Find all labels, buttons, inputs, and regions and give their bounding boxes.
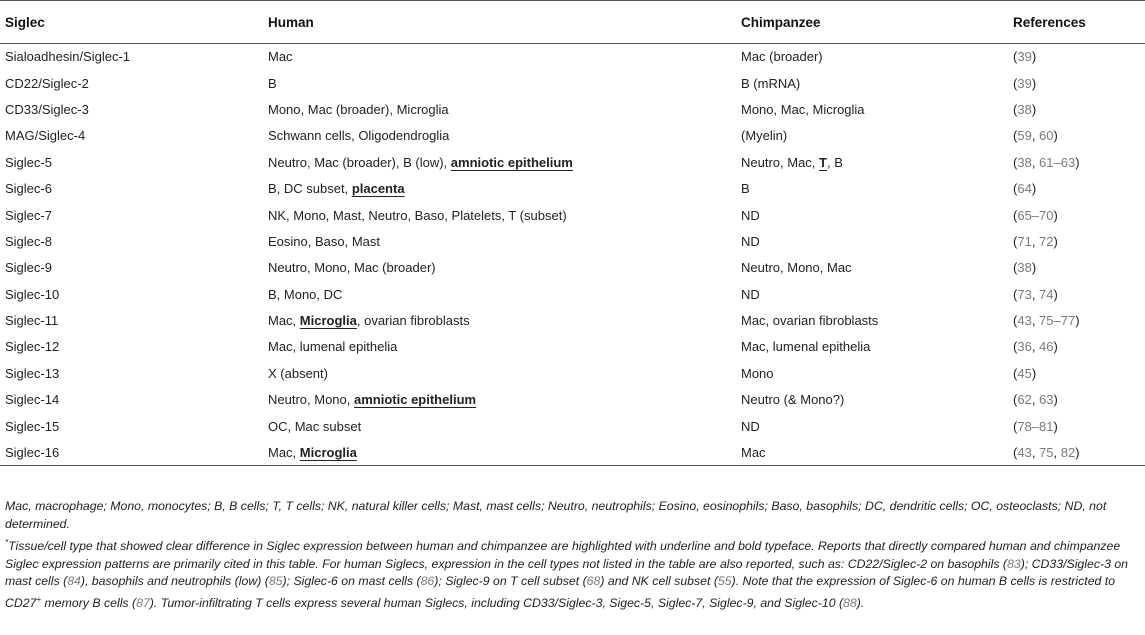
- text-segment: (: [1013, 418, 1018, 434]
- highlighted-difference: placenta: [351, 181, 405, 197]
- text-segment: Mac,: [268, 313, 300, 329]
- text-segment: ,: [1031, 128, 1040, 144]
- reference-link[interactable]: 43: [1017, 313, 1032, 329]
- text-segment: ): [1031, 181, 1037, 197]
- text-segment: Neutro (& Mono?): [741, 392, 845, 408]
- reference-link[interactable]: 63: [1039, 392, 1054, 408]
- table-body: [0, 44, 1145, 466]
- reference-link[interactable]: 39: [1017, 75, 1032, 91]
- cell-chimpanzee: [736, 334, 1008, 360]
- cell-chimpanzee: [736, 413, 1008, 439]
- header-chimpanzee: Chimpanzee: [736, 1, 1008, 44]
- text-segment: ): [1053, 286, 1058, 302]
- cell-references: [1008, 44, 1145, 70]
- reference-link[interactable]: 75–77: [1039, 313, 1076, 329]
- text-segment: memory B cells (: [41, 596, 137, 611]
- table-row: [0, 360, 1145, 386]
- cell-references: [1008, 255, 1145, 281]
- text-segment: B, DC subset,: [268, 181, 352, 197]
- text-segment: Mac (broader): [741, 49, 823, 65]
- highlighted-difference: amniotic epithelium: [354, 392, 477, 408]
- header-siglec: Siglec: [0, 1, 263, 44]
- cell-human: [263, 123, 736, 149]
- reference-link[interactable]: 86: [420, 574, 435, 589]
- reference-link[interactable]: 73: [1017, 286, 1032, 302]
- cell-references: [1008, 123, 1145, 149]
- reference-link[interactable]: 43: [1017, 444, 1032, 460]
- text-segment: (: [1013, 75, 1018, 91]
- text-segment: ): [1075, 154, 1080, 170]
- table-row: [0, 202, 1145, 228]
- cell-siglec: CD33/Siglec-3: [5, 101, 89, 117]
- text-segment: Mono: [741, 365, 774, 381]
- reference-link[interactable]: 38: [1017, 101, 1032, 117]
- table-row: [0, 413, 1145, 439]
- reference-link[interactable]: 88: [843, 596, 857, 611]
- cell-siglec: Siglec-11: [5, 313, 59, 329]
- cell-siglec: Siglec-15: [5, 418, 60, 434]
- cell-siglec: Siglec-16: [0, 439, 263, 465]
- reference-link[interactable]: 68: [586, 574, 601, 589]
- cell-siglec: Siglec-7: [5, 207, 52, 223]
- text-segment: OC, Mac subset: [268, 418, 362, 434]
- cell-human: [263, 255, 736, 281]
- reference-link[interactable]: 55: [717, 574, 732, 589]
- cell-references: [1008, 228, 1145, 254]
- reference-link[interactable]: 72: [1039, 233, 1054, 249]
- cell-references: [1008, 70, 1145, 96]
- text-segment: ): [1031, 75, 1037, 91]
- cell-human: [263, 149, 736, 175]
- reference-link[interactable]: 45: [1017, 365, 1032, 381]
- cell-chimpanzee: [736, 228, 1008, 254]
- reference-link[interactable]: 64: [1017, 181, 1032, 197]
- table-row: [0, 307, 1145, 333]
- text-segment: ), basophils and neutrophils (low) (: [80, 574, 269, 589]
- cell-chimpanzee: [736, 202, 1008, 228]
- table-row: [0, 175, 1145, 201]
- text-segment: ND: [741, 418, 760, 434]
- text-segment: ,: [1031, 286, 1040, 302]
- text-segment: ): [1075, 313, 1080, 329]
- text-segment: ); Siglec-6 on mast cells (: [282, 574, 421, 589]
- text-segment: (: [1013, 392, 1018, 408]
- text-segment: ): [1031, 101, 1037, 117]
- highlighted-difference: amniotic epithelium: [450, 154, 573, 170]
- text-segment: ): [1031, 49, 1037, 65]
- cell-siglec: Siglec-6: [5, 181, 52, 197]
- text-segment: (Myelin): [741, 128, 788, 144]
- reference-link[interactable]: 74: [1039, 286, 1054, 302]
- text-segment: ): [1053, 207, 1058, 223]
- reference-link[interactable]: 38: [1017, 260, 1032, 276]
- text-segment: ,: [1053, 444, 1061, 460]
- text-segment: ): [1031, 260, 1037, 276]
- table-row: [0, 255, 1145, 281]
- cell-chimpanzee: [736, 175, 1008, 201]
- cell-references: [1008, 334, 1145, 360]
- text-segment: ,: [1031, 233, 1040, 249]
- table-row: [0, 228, 1145, 254]
- cell-siglec: Siglec-8: [5, 233, 52, 249]
- text-segment: Mac, macrophage; Mono, monocytes; B, B cells; T, T cells; NK, natural killer cells; Mast, mast cells; Neutro, neutrophils; Eosino, eosinophils; Baso, basophils; DC, dendritic cells; OC, osteoclasts; ND, not determined.: [5, 499, 1107, 531]
- reference-link[interactable]: 83: [1007, 556, 1021, 571]
- cell-references: [1008, 439, 1145, 465]
- text-segment: ): [1053, 128, 1058, 144]
- cell-human: [263, 307, 736, 333]
- reference-link[interactable]: 82: [1060, 444, 1076, 460]
- text-segment: B: [268, 75, 277, 91]
- text-segment: B (mRNA): [741, 75, 801, 91]
- text-segment: Eosino, Baso, Mast: [268, 233, 380, 249]
- header-references: References: [1008, 1, 1145, 44]
- text-segment: (: [1013, 444, 1018, 460]
- reference-link[interactable]: 38: [1017, 154, 1032, 170]
- text-segment: ).: [856, 596, 865, 611]
- text-segment: Mac: [268, 49, 293, 65]
- text-segment: Mono, Mac (broader), Microglia: [268, 101, 449, 117]
- cell-human: [263, 96, 736, 122]
- text-segment: (: [1013, 286, 1018, 302]
- superscript: *: [5, 538, 9, 548]
- text-segment: Mac, lumenal epithelia: [268, 339, 398, 355]
- cell-references: [1008, 175, 1145, 201]
- reference-link[interactable]: 61–63: [1039, 154, 1076, 170]
- reference-link[interactable]: 59: [1017, 128, 1032, 144]
- cell-chimpanzee: [736, 281, 1008, 307]
- table-row: [0, 387, 1145, 413]
- table-row: [0, 70, 1145, 96]
- text-segment: ); Siglec-9 on T cell subset (: [434, 574, 587, 589]
- cell-chimpanzee: [736, 44, 1008, 70]
- cell-human: [263, 44, 736, 70]
- cell-references: [1008, 96, 1145, 122]
- text-segment: Neutro, Mono, Mac: [741, 260, 852, 276]
- text-segment: Mono, Mac, Microglia: [741, 101, 865, 117]
- text-segment: (: [1013, 207, 1018, 223]
- text-segment: Mac, ovarian fibroblasts: [741, 313, 879, 329]
- text-segment: ND: [741, 286, 760, 302]
- cell-chimpanzee: [736, 307, 1008, 333]
- text-segment: ,: [1031, 313, 1040, 329]
- highlighted-difference: Microglia: [299, 444, 357, 460]
- text-segment: ). Note that the expression of Siglec-6 on human B cells is restricted to CD27: [5, 574, 1116, 611]
- reference-link[interactable]: 36: [1017, 339, 1032, 355]
- cell-references: [1008, 307, 1145, 333]
- cell-siglec: Siglec-14: [5, 392, 60, 408]
- text-segment: Neutro, Mac,: [741, 154, 820, 170]
- text-segment: Schwann cells, Oligodendroglia: [268, 128, 450, 144]
- text-segment: (: [1013, 181, 1018, 197]
- table-header-row: [0, 1, 1145, 44]
- text-segment: ) and NK cell subset (: [600, 574, 718, 589]
- highlighted-difference: Microglia: [299, 313, 357, 329]
- table-row: [0, 439, 1145, 465]
- text-segment: Mac, lumenal epithelia: [741, 339, 871, 355]
- text-segment: ,: [1031, 154, 1040, 170]
- cell-chimpanzee: [736, 439, 1008, 465]
- text-segment: Mac: [741, 444, 766, 460]
- reference-link[interactable]: 87: [136, 596, 150, 611]
- text-segment: B, Mono, DC: [268, 286, 343, 302]
- text-segment: Neutro, Mono, Mac (broader): [268, 260, 436, 276]
- text-segment: , ovarian fibroblasts: [356, 313, 470, 329]
- text-segment: ): [1053, 339, 1058, 355]
- footnote-paragraph: [5, 534, 1140, 613]
- cell-chimpanzee: [736, 96, 1008, 122]
- cell-references: [1008, 360, 1145, 386]
- cell-siglec: MAG/Siglec-4: [5, 128, 86, 144]
- text-segment: ND: [741, 207, 760, 223]
- cell-chimpanzee: [736, 149, 1008, 175]
- text-segment: Neutro, Mac (broader), B (low),: [268, 154, 451, 170]
- table-row: [0, 123, 1145, 149]
- text-segment: (: [1013, 365, 1018, 381]
- cell-references: [1008, 202, 1145, 228]
- table-row: [0, 96, 1145, 122]
- text-segment: , B: [826, 154, 843, 170]
- text-segment: (: [1013, 128, 1018, 144]
- text-segment: B: [741, 181, 750, 197]
- text-segment: ,: [1031, 444, 1040, 460]
- table-row: [0, 149, 1145, 175]
- text-segment: (: [1013, 339, 1018, 355]
- cell-human: [263, 228, 736, 254]
- cell-references: [1008, 281, 1145, 307]
- text-segment: ); CD33/Siglec-3 on mast cells (: [5, 556, 1129, 589]
- cell-references: [1008, 149, 1145, 175]
- highlighted-difference: T: [819, 154, 827, 170]
- text-segment: Neutro, Mono,: [268, 392, 354, 408]
- cell-chimpanzee: [736, 255, 1008, 281]
- text-segment: (: [1013, 233, 1018, 249]
- cell-human: [263, 334, 736, 360]
- cell-siglec: Siglec-12: [5, 339, 60, 355]
- table-row: [0, 334, 1145, 360]
- reference-link[interactable]: 65–70: [1017, 207, 1054, 223]
- text-segment: ND: [741, 233, 760, 249]
- reference-link[interactable]: 75: [1039, 444, 1054, 460]
- header-human: Human: [263, 1, 736, 44]
- text-segment: ): [1075, 444, 1080, 460]
- reference-link[interactable]: 84: [67, 574, 81, 589]
- text-segment: (: [1013, 154, 1018, 170]
- cell-chimpanzee: [736, 387, 1008, 413]
- text-segment: Mac,: [268, 444, 300, 460]
- cell-human: [263, 439, 736, 465]
- reference-link[interactable]: 85: [268, 574, 283, 589]
- table-row: [0, 281, 1145, 307]
- cell-human: [263, 202, 736, 228]
- text-segment: X (absent): [268, 365, 328, 381]
- text-segment: ,: [1031, 339, 1040, 355]
- cell-human: [263, 387, 736, 413]
- text-segment: ): [1053, 392, 1058, 408]
- cell-chimpanzee: [736, 70, 1008, 96]
- cell-human: [263, 281, 736, 307]
- cell-siglec: CD22/Siglec-2: [5, 75, 89, 91]
- cell-references: [1008, 387, 1145, 413]
- cell-siglec: Siglec-5: [5, 154, 52, 170]
- text-segment: (: [1013, 101, 1018, 117]
- text-segment: ): [1053, 418, 1058, 434]
- reference-link[interactable]: 62: [1017, 392, 1032, 408]
- cell-human: [263, 175, 736, 201]
- cell-chimpanzee: [736, 123, 1008, 149]
- superscript: +: [36, 595, 42, 605]
- cell-siglec: Sialoadhesin/Siglec-1: [5, 49, 131, 65]
- cell-references: [1008, 413, 1145, 439]
- reference-link[interactable]: 71: [1017, 233, 1032, 249]
- text-segment: NK, Mono, Mast, Neutro, Baso, Platelets, T (subset): [268, 207, 567, 223]
- cell-siglec: Siglec-13: [5, 365, 60, 381]
- text-segment: ): [1053, 233, 1058, 249]
- text-segment: (: [1013, 313, 1018, 329]
- reference-link[interactable]: 46: [1039, 339, 1054, 355]
- text-segment: (: [1013, 49, 1018, 65]
- cell-human: [263, 360, 736, 386]
- cell-human: [263, 70, 736, 96]
- footnote-paragraph: [5, 498, 1140, 533]
- text-segment: (: [1013, 260, 1018, 276]
- cell-chimpanzee: [736, 360, 1008, 386]
- cell-siglec: Siglec-9: [5, 260, 52, 276]
- reference-link[interactable]: 78–81: [1017, 418, 1054, 434]
- text-segment: ): [1031, 365, 1037, 381]
- text-segment: Tissue/cell type that showed clear difference in Siglec expression between human and chimpanzee are highlighted with underline and bold typeface. Reports that directly compared human and chimpanzee Siglec expression patterns are primarily cited in this table. For human Siglecs, expression in the cell types not listed in the table are also reported, such as: CD22/Siglec-2 on basophils (: [5, 539, 1121, 571]
- table-row: [0, 44, 1145, 70]
- cell-human: [263, 413, 736, 439]
- cell-siglec: Siglec-10: [5, 286, 60, 302]
- text-segment: ). Tumor-infiltrating T cells express several human Siglecs, including CD33/Siglec-3, Sigec-5, Siglec-7, Siglec-9, and Siglec-10 (: [149, 596, 844, 611]
- table-footnotes: [5, 498, 1140, 614]
- text-segment: ,: [1031, 392, 1040, 408]
- reference-link[interactable]: 60: [1039, 128, 1054, 144]
- reference-link[interactable]: 39: [1017, 49, 1032, 65]
